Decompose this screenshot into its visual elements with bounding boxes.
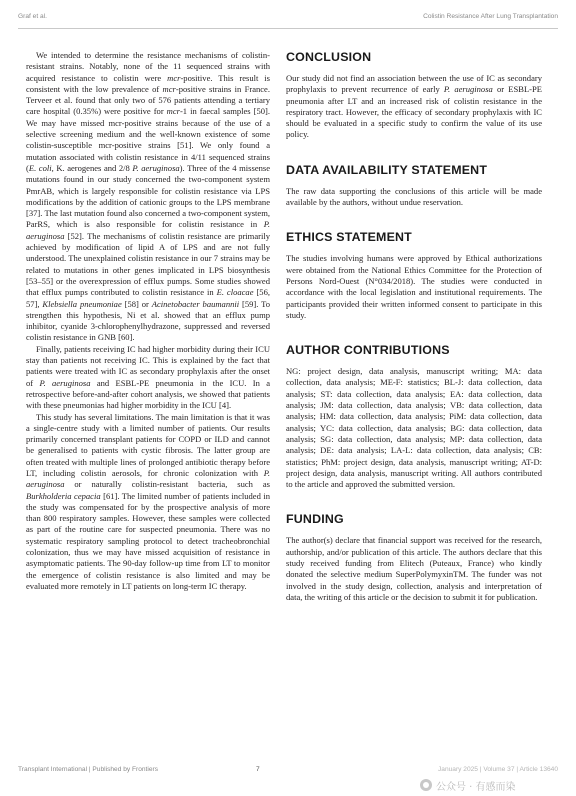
author-contributions-text: NG: project design, data analysis, manuscript writing; MA: data collection, data analysis; ME-F: statistics; BL-J: data collection, data analysis; ST: data collection, data analysis; EA: data collection, data analysis; JM: data collection, data analysis; VB: data collection, data analysis; HM: data collection, data analysis; PiM: data collection, data analysis; YC: data collection, data analysis; BG: data collection, data analysis; SG: data collection, data analysis; MP: data collection, data analysis; DE: data analysis; LA-L: data collection, data analysis; CB: statistics; PhM: project design, data analysis, manuscript writing; AT-D: project design, data analysis, manuscript writing. All authors contributed to the article and approved the submitted version. <box>286 366 542 490</box>
discussion-paragraph-mechanisms: We intended to determine the resistance mechanisms of colistin-resistant strains. Notably, none of the 11 sequenced strains with acquired resistance to colistin were mcr-positive. This result is consistent with the low prevalence of mcr-positive strains in France. Terveer et al. found that only two of 576 patients attending a tertiary care hospital (0.35%) were positive for mcr-1 in faecal samples [50]. We may have missed mcr-positive strains because of the use of a selective screening medium and the well-known existence of some colistin-susceptible mcr-positive strains [51]. We only found a mutation associated with colistin resistance in 4/11 sequenced strains (E. coli, K. aerogenes and 2/8 P. aeruginosa). Three of the 4 missense mutations found in our study concerned the two-component system PmrAB, which is largely responsible for colistin resistance via LPS modifications by the addition of cationic groups to the LPS membrane [37]. The last mutation found also concerned a two-component system, ParRS, which is also responsible for colistin resistance in P. aeruginosa [52]. The mechanisms of colistin resistance are primarily achieved by modification of lipid A of LPS and are not fully understood. The unexplained colistin resistance in our 7 strains may be related to mutations in other genes implicated in LPS biosynthesis [53–55] or the overexpression of efflux pumps. Some studies showed that efflux pumps contributed to colistin resistance in E. cloacae [56, 57], Klebsiella pneumoniae [58] or Acinetobacter baumannii [59]. To strengthen this hypothesis, Ni et al. showed that an efflux pump inhibitor, cyanide 3-chlorophenylhydrazone, suppressed and reversed colistin resistance in GNB [60]. <box>26 50 271 343</box>
ethics-section <box>286 230 542 321</box>
data-availability-heading: DATA AVAILABILITY STATEMENT <box>286 162 488 177</box>
ethics-text: The studies involving humans were approved by Ethical authorizations were obtained from the National Ethics Committee for the Protection of Persons Nord-Ouest (N°034/2018). The studies were conducted in accordance with the local legislation and institutional requirements. The participants provided their written informed consent to participate in this study. <box>286 253 542 320</box>
discussion-paragraph-morbidity: Finally, patients receiving IC had higher morbidity during their ICU stay than patients not receiving IC. This is explained by the fact that patients were treated with IC as secondary prophylaxis after the onset of P. aeruginosa and ESBL-PE pneumonia in the ICU. In a retrospective before-and-after cohort analysis, we showed that patients with these pneumonias had higher morbidity in the ICU [4]. <box>26 343 270 411</box>
running-head <box>18 13 558 25</box>
conclusion-heading: CONCLUSION <box>286 50 372 64</box>
conclusion-section <box>286 50 542 141</box>
watermark <box>420 777 516 793</box>
right-column <box>286 50 542 625</box>
discussion-paragraph-limitations: This study has several limitations. The main limitation is that it was a single-centre study with a limited number of patients. Our results primarily concerned transplant patients for COPD or ILD and cannot be generalised to patients with cystic fibrosis. The latter group are often treated with multiple lines of prolonged antibiotic therapy before LT, including colistin aerosols, for chronic colonization with P. aeruginosa or naturally colistin-resistant bacteria, such as Burkholderia cepacia [61]. The limited number of patients included in the study was compensated for by the prospective analysis of more than 800 respiratory samples. However, these samples were collected as part of the routine care for suspected pneumonia. There was no systematic respiratory sampling protocol to detect tracheobronchial colonization, thus we may have missed acquisition of resistance in asymptomatic patients. The 90-day follow-up time from LT to monitor the emergence of colistin resistance is also limited and may be evaluated more remotely in LT patients on long-term IC therapy. <box>26 411 270 591</box>
conclusion-text: Our study did not find an association between the use of IC as secondary prophylaxis to prevent recurrence of early P. aeruginosa or ESBL-PE pneumonia after LT and an increased risk of colistin resistance in the respiratory tract. However, the efficacy of secondary prophylaxis with IC should be evaluated in a specific study to confirm the value of its use policy. <box>286 73 542 140</box>
funding-text: The author(s) declare that financial support was received for the research, authorship, and/or publication of this article. The authors declare that this study received funding from Elitech (Puteaux, France) who kindly donated the selective medium SuperPolymyxinTM. The funder was not involved in the study design, collection, analysis and interpretation of data, the writing of this article or the decision to submit it for publication. <box>286 535 542 602</box>
data-availability-text: The raw data supporting the conclusions of this article will be made available by the authors, without undue reservation. <box>286 185 542 208</box>
left-column <box>26 50 270 592</box>
header-divider <box>18 28 558 29</box>
footer-journal: Transplant International | Published by Frontiers <box>18 766 159 773</box>
watermark-text: 公众号 · 有感而染 <box>436 781 516 793</box>
ethics-heading: ETHICS STATEMENT <box>286 230 412 245</box>
wechat-logo-icon <box>420 779 432 791</box>
author-contributions-section <box>286 343 542 490</box>
funding-section <box>286 512 542 603</box>
footer-citation: January 2025 | Volume 37 | Article 13640 <box>438 766 558 773</box>
funding-heading: FUNDING <box>286 512 344 527</box>
data-availability-section <box>286 163 542 209</box>
running-head-title: Colistin Resistance After Lung Transplantation <box>423 13 558 20</box>
page-number: 7 <box>256 766 260 773</box>
running-head-authors: Graf et al. <box>18 13 47 20</box>
author-contributions-heading: AUTHOR CONTRIBUTIONS <box>286 343 450 358</box>
